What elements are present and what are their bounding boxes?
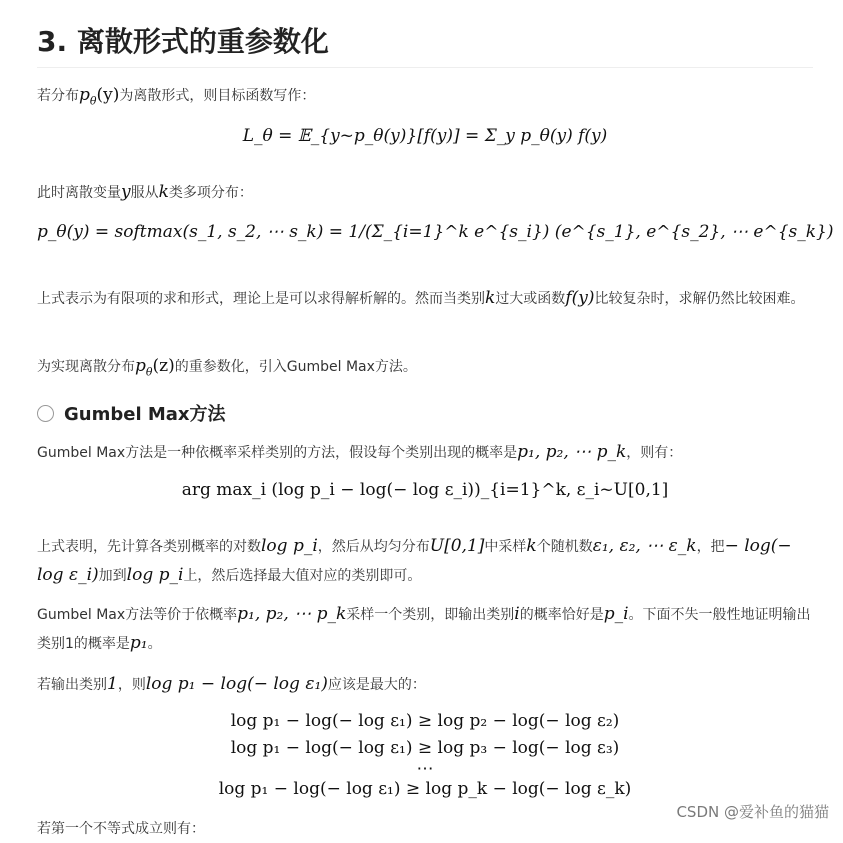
text: 服从 [130,185,159,201]
text: 。下面不失一般性地证明输出类别1的概率是 [37,607,811,652]
math-f-y: f(y) [565,288,595,308]
math-log-pi: log p_i [261,536,318,556]
text: 上，然后选择最大值对应的类别即可。 [183,568,422,584]
text: 此时离散变量 [37,185,121,201]
text: 的重参数化，引入Gumbel Max方法。 [174,359,417,375]
text: Gumbel Max方法等价于依概率 [37,607,238,623]
paragraph-gumbel-def [37,438,813,467]
paragraph-first-inequality: 若第一个不等式成立则有： [37,821,205,837]
math-p-theta: $p_\theta(y)$ [79,85,120,108]
paragraph-procedure [37,532,813,590]
text: 为离散形式，则目标函数写作： [119,88,316,104]
text: 中采样 [484,539,527,555]
text: 上式表示为有限项的求和形式，理论上是可以求得解析解的。然而当类别 [37,291,485,307]
math-epsilons: ε₁, ε₂, ⋯ ε_k [592,536,697,556]
equation-argmax [37,480,813,500]
math-probs: p₁, p₂, ⋯ p_k [517,442,627,462]
math-p1: p₁ [129,633,148,653]
math-k: k [158,182,169,202]
math-one: 1 [107,674,118,694]
text: ，则 [117,677,146,693]
math-y: y [121,182,131,202]
text: 加到 [98,568,127,584]
heading-divider [37,67,813,68]
text: 比较复杂时，求解仍然比较困难。 [594,291,805,307]
csdn-watermark: CSDN @爱补鱼的猫猫 [676,803,829,821]
text: 类多项分布： [168,185,253,201]
math-i: i [514,604,520,624]
equation-objective-text: L_θ = 𝔼_{y~p_θ(y)}[f(y)] = Σ_y p_θ(y) f(y) [242,126,608,146]
math-pi: p_i [603,604,629,624]
equation-softmax-text: p_θ(y) = softmax(s_1, s_2, ⋯ s_k) = 1/(Σ_{i=1}^k e^{s_i}) (e^{s_1}, e^{s_2}, ⋯ e^{s_k}) [37,222,834,242]
math-uniform: U[0,1] [429,536,485,556]
text: 上式表明，先计算各类别概率的对数 [37,539,261,555]
inequality-line: log p₁ − log(− log ε₁) ≥ log p_k − log(− log ε_k) [218,779,632,799]
paragraph-intro-gumbel [37,352,813,386]
text: 过大或函数 [495,291,566,307]
text: ，把 [696,539,725,555]
paragraph-discrete-form [37,81,813,115]
text: 的概率恰好是 [519,607,604,623]
math-gumbel-noise: − log(− log ε_i) [37,536,792,585]
section-heading: 3. 离散形式的重参数化 [37,25,329,58]
circle-bullet-icon [37,405,54,422]
text: 为实现离散分布 [37,359,135,375]
inequality-line: log p₁ − log(− log ε₁) ≥ log p₃ − log(− log ε₃) [230,738,620,758]
math-probs: p₁, p₂, ⋯ p_k [237,604,347,624]
subheading-gumbel-max [37,400,226,426]
text: 若分布 [37,88,79,104]
text: 。 [147,636,162,652]
paragraph-output-class-1 [37,670,813,699]
paragraph-finite-sum [37,284,813,313]
math-p-theta-z: $p_\theta(z)$ [135,356,175,379]
text: 采样一个类别，即输出类别 [346,607,515,623]
inequality-ellipsis: ⋯ [416,759,434,779]
paragraph-equivalence [37,600,813,658]
math-log-pi: log p_i [126,565,184,585]
text: 应该是最大的： [327,677,426,693]
text: ，则有： [626,445,683,461]
inequality-block [37,708,813,803]
math-k: k [526,536,537,556]
equation-objective [37,126,813,146]
paragraph-multinomial [37,178,813,207]
inequality-line: log p₁ − log(− log ε₁) ≥ log p₂ − log(− log ε₂) [230,711,620,731]
math-expression: log p₁ − log(− log ε₁) [145,674,328,694]
equation-softmax [37,222,834,242]
text: 个随机数 [536,539,593,555]
math-k: k [485,288,496,308]
text: 若输出类别 [37,677,107,693]
subheading-text: Gumbel Max方法 [64,404,226,425]
text: Gumbel Max方法是一种依概率采样类别的方法，假设每个类别出现的概率是 [37,445,518,461]
text: ，然后从均匀分布 [317,539,430,555]
equation-argmax-text: arg max_i (log p_i − log(− log ε_i))_{i=1}^k, ε_i~U[0,1] [181,480,669,500]
